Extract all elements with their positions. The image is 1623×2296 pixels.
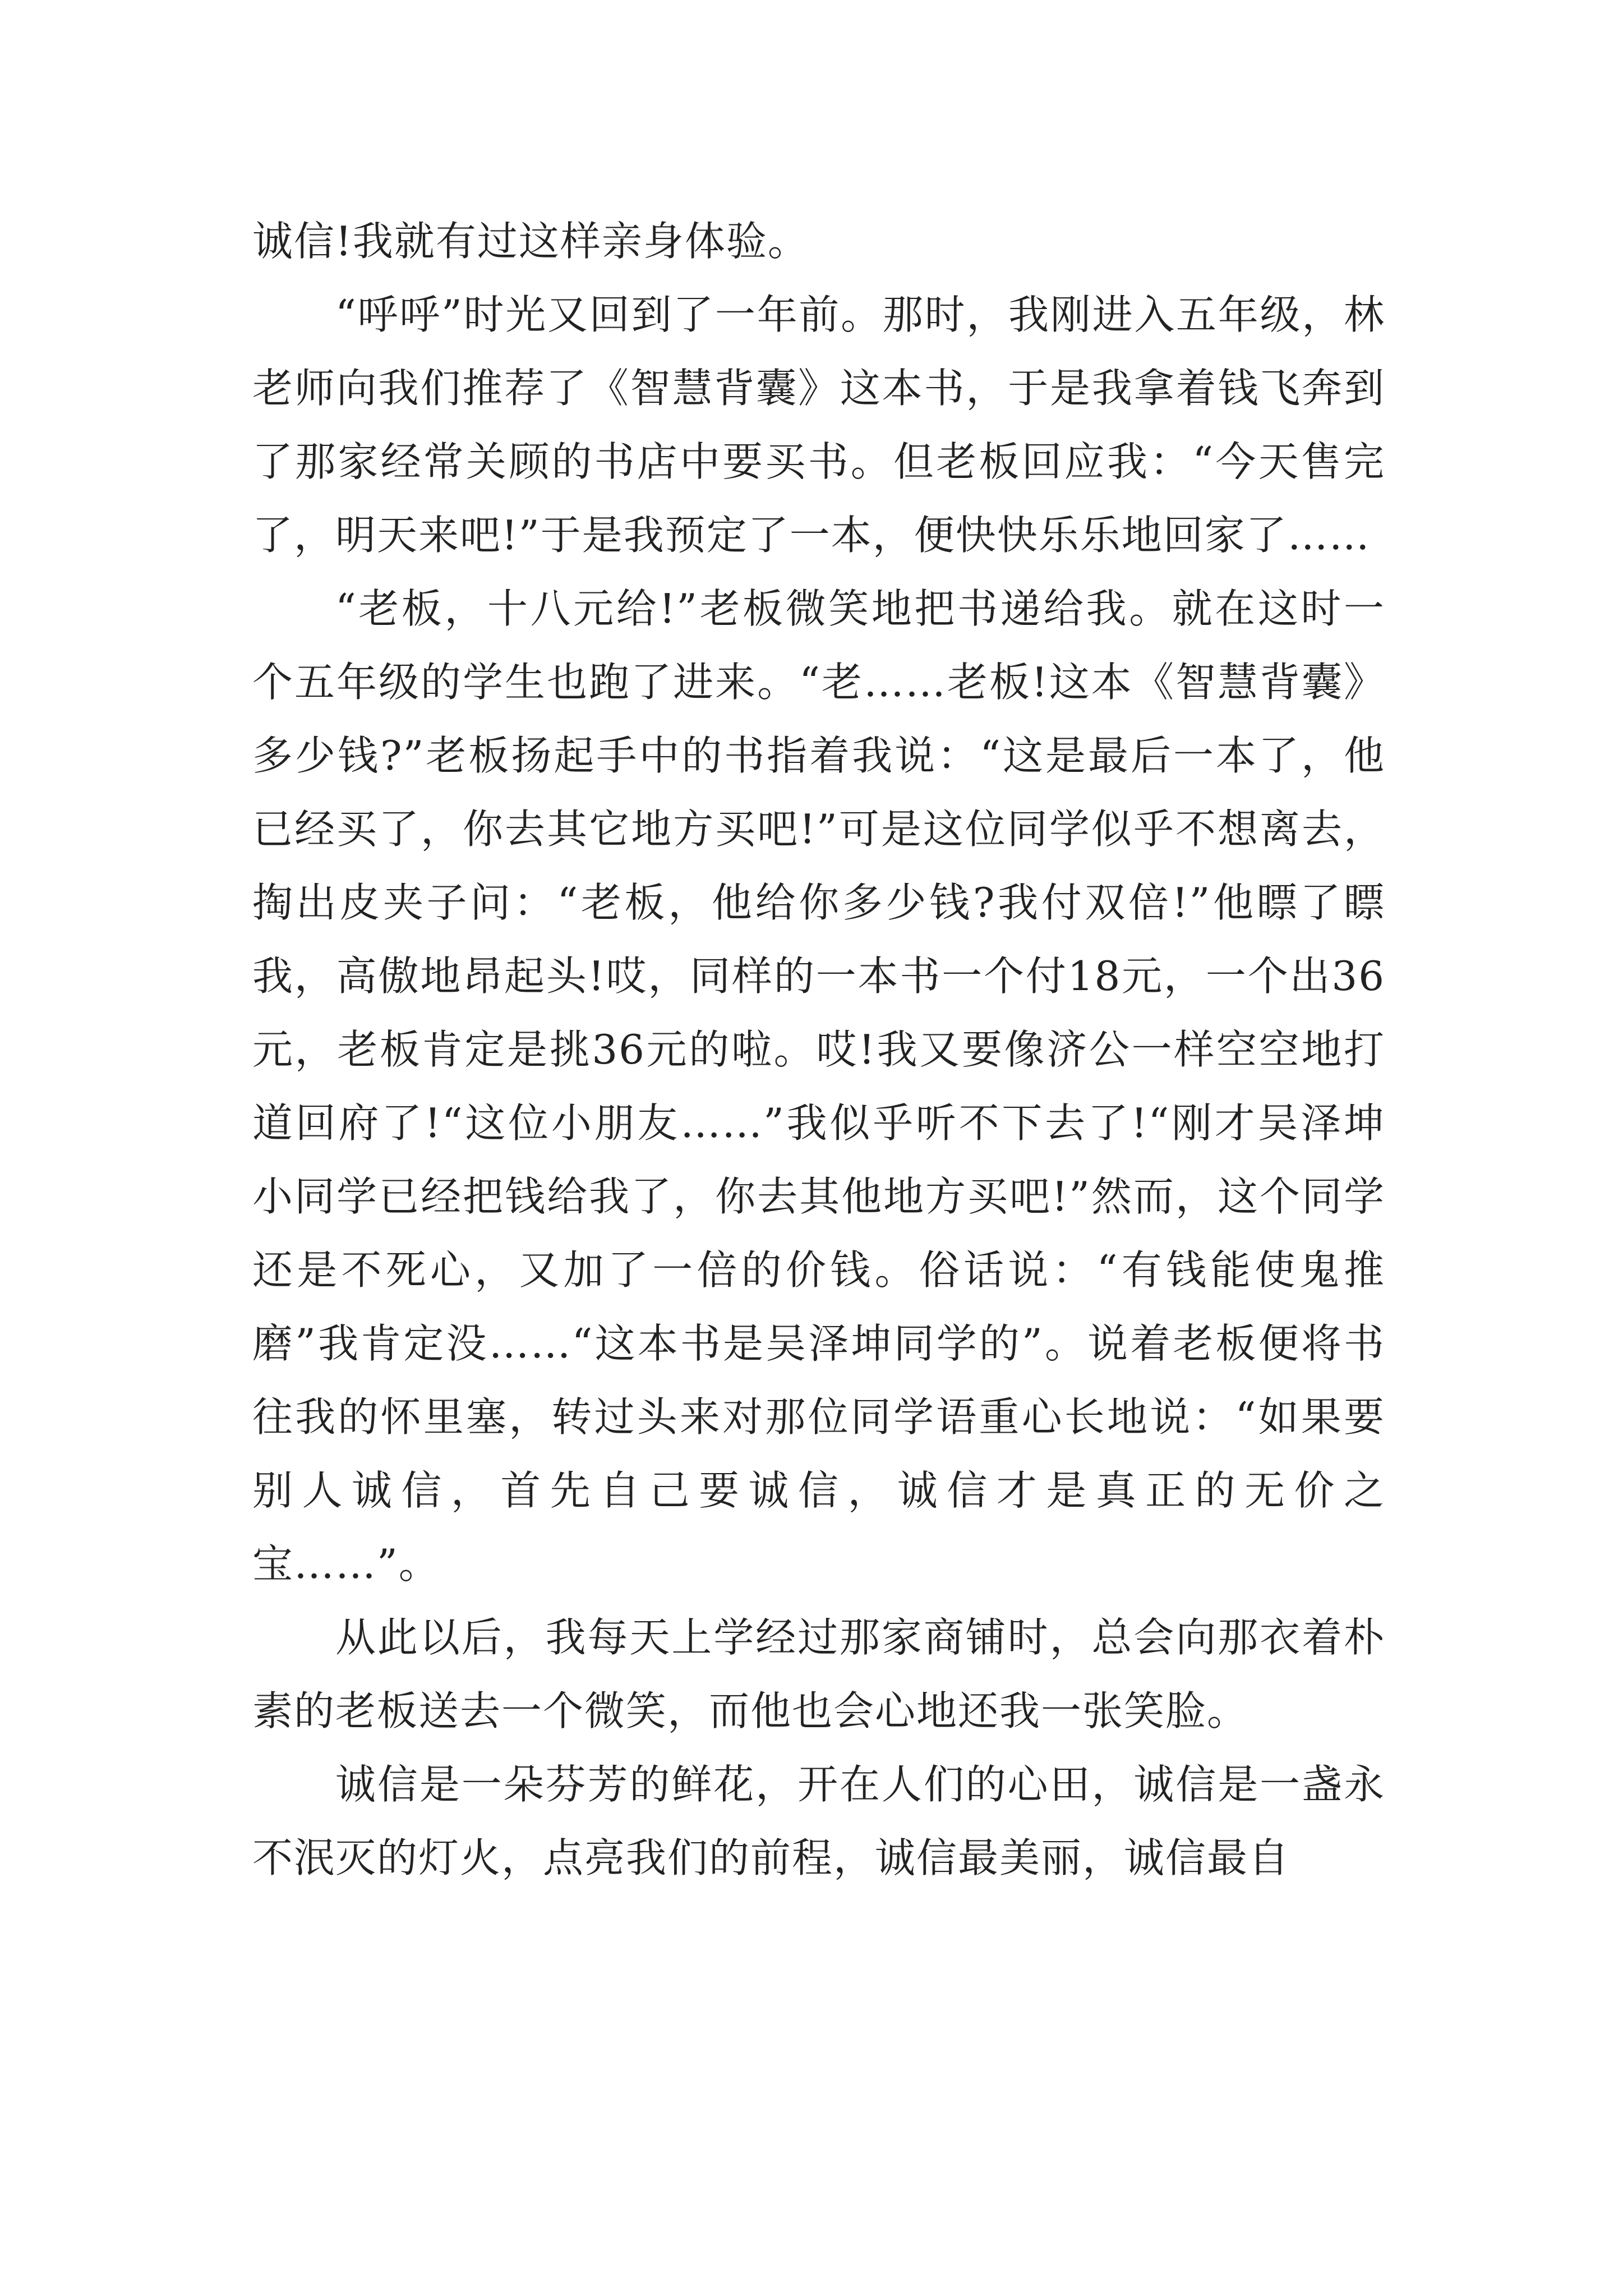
paragraph-1: 诚信!我就有过这样亲身体验。 [252, 218, 809, 265]
paragraph-3: “老板，十八元给!”老板微笑地把书递给我。就在这时一个五年级的学生也跑了进来。“老……老板!这本《智慧背囊》多少钱?”老板扬起手中的书指着我说：“这是最后一本了，他已经买了，你去其它地方买吧!”可是这位同学似乎不想离去，掏出皮夹子问：“老板，他给你多少钱?我付双倍!”他瞟了瞟我，高傲地昂起头!哎，同样的一本书一个付18元，一个出36元，老板肯定是挑36元的啦。哎!我又要像济公一样空空地打道回府了!“这位小朋友……”我似乎听不下去了!“刚才吴泽坤小同学已经把钱给我了，你去其他地方买吧!”然而，这个同学还是不死心，又加了一倍的价钱。俗话说：“有钱能使鬼推磨”我肯定没……“这本书是吴泽坤同学的”。说着老板便将书往我的怀里塞，转过头来对那位同学语重心长地说：“如果要别人诚信，首先自己要诚信，诚信才是真正的无价之宝……”。 [252, 585, 1385, 1588]
document-body [252, 205, 1385, 1895]
paragraph-4: 从此以后，我每天上学经过那家商铺时，总会向那衣着朴素的老板送去一个微笑，而他也会心地还我一张笑脸。 [252, 1614, 1385, 1734]
paragraph-5: 诚信是一朵芬芳的鲜花，开在人们的心田，诚信是一盏永不泯灭的灯火，点亮我们的前程，诚信最美丽，诚信最自 [252, 1761, 1385, 1881]
paragraph-2: “呼呼”时光又回到了一年前。那时，我刚进入五年级，林老师向我们推荐了《智慧背囊》这本书，于是我拿着钱飞奔到了那家经常关顾的书店中要买书。但老板回应我：“今天售完了，明天来吧!”于是我预定了一本，便快快乐乐地回家了…… [252, 291, 1385, 559]
